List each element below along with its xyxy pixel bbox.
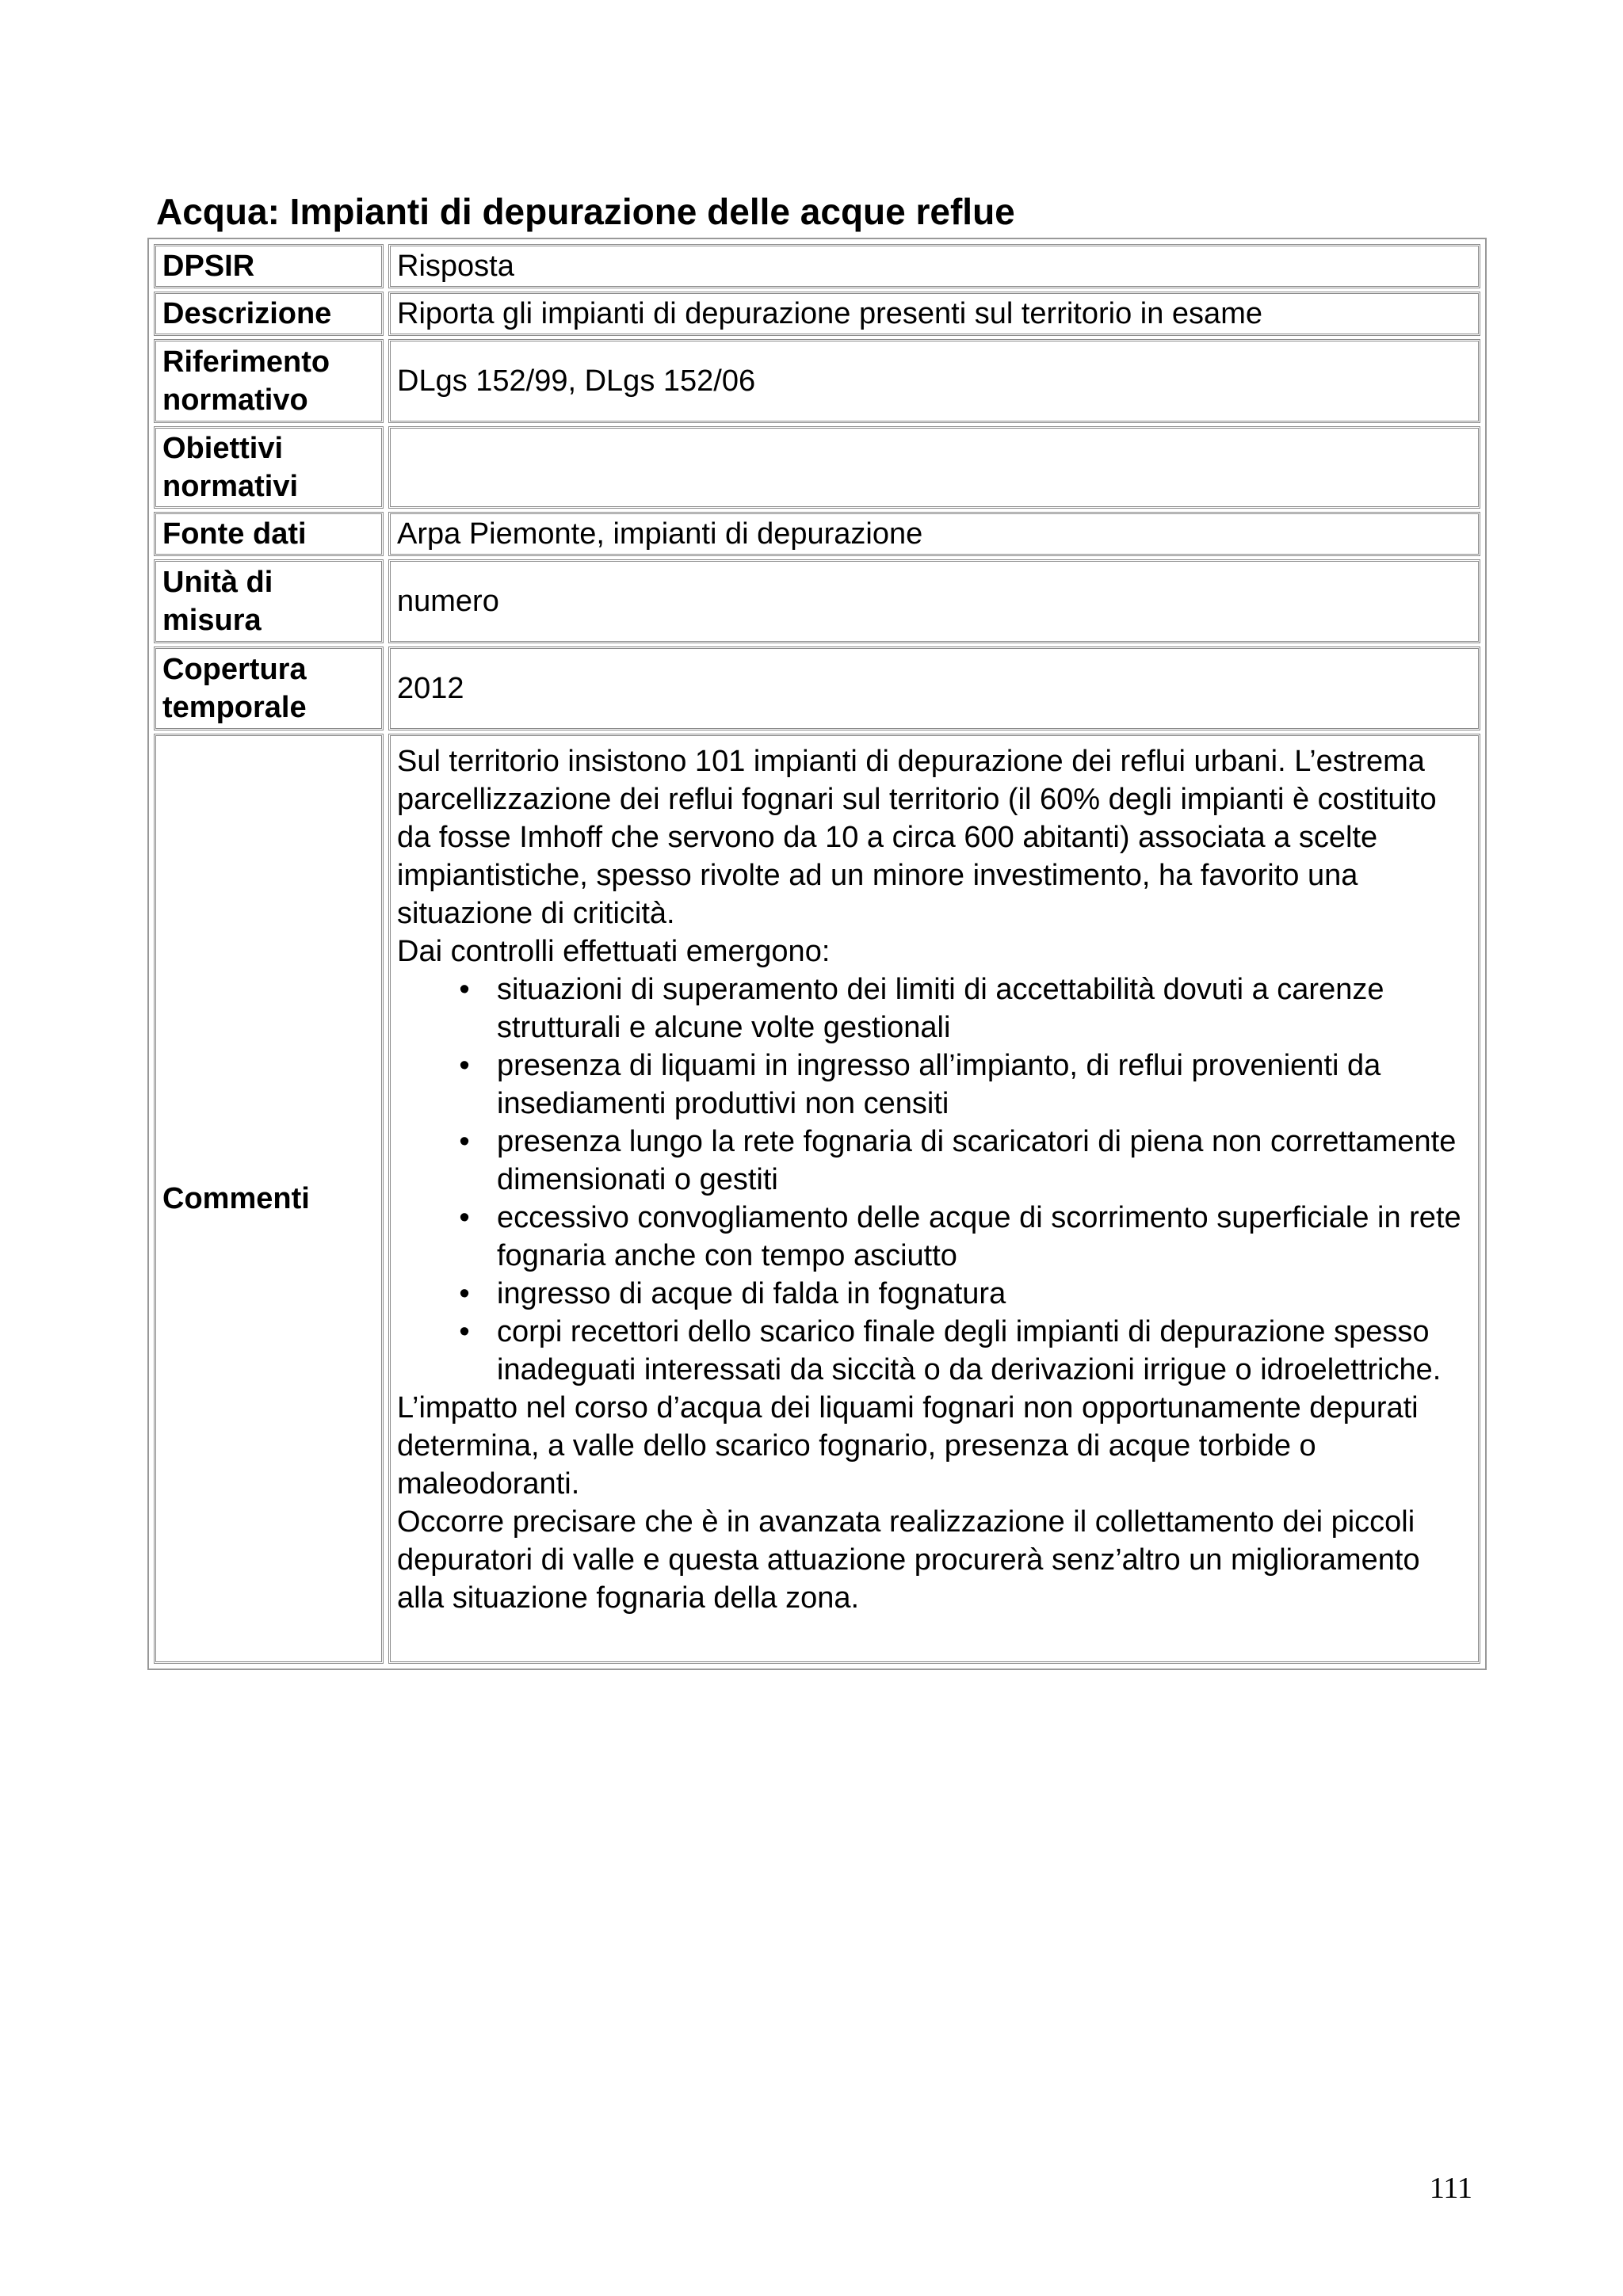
value-dpsir: Risposta (388, 244, 1480, 288)
list-item: • ingresso di acque di falda in fognatura (397, 1275, 1472, 1313)
label-descrizione: Descrizione (154, 292, 384, 336)
comments-impact: L’impatto nel corso d’acqua dei liquami fognari non opportunamente depurati determina, a valle dello scarico fognario, presenza di acque torbide o maleodoranti. (397, 1391, 1419, 1501)
value-riferimento-normativo: DLgs 152/99, DLgs 152/06 (388, 339, 1480, 423)
list-item: • presenza lungo la rete fognaria di scaricatori di piena non correttamente dimensionati o gestiti (397, 1123, 1472, 1199)
page-number: 111 (1429, 2172, 1472, 2205)
value-obiettivi-normativi (388, 426, 1480, 509)
value-commenti (388, 734, 1480, 1664)
list-item: • eccessivo convogliamento delle acque di scorrimento superficiale in rete fognaria anche con tempo asciutto (397, 1199, 1472, 1275)
label-dpsir: DPSIR (154, 244, 384, 288)
label-fonte-dati: Fonte dati (154, 512, 384, 556)
bullet-icon: • (459, 1277, 470, 1310)
value-unita-di-misura: numero (388, 559, 1480, 643)
label-obiettivi-normativi: Obiettivi normativi (154, 426, 384, 509)
comments-bullet-list (397, 971, 1472, 1389)
comments-intro: Sul territorio insistono 101 impianti di depurazione dei reflui urbani. L’estrema parcellizzazione dei reflui fognari sul territorio (il 60% degli impianti è costituito da fosse Imhoff che servono da 10 a circa 600 abitanti) associata a scelte impiantistiche, spesso rivolte ad un minore investimento, ha favorito una situazione di criticità. (397, 745, 1437, 930)
list-item: • situazioni di superamento dei limiti di accettabilità dovuti a carenze strutturali e alcune volte gestionali (397, 971, 1472, 1047)
bullet-icon: • (459, 1201, 470, 1234)
label-riferimento-normativo: Riferimento normativo (154, 339, 384, 423)
bullet-icon: • (459, 1315, 470, 1348)
page-title: Acqua: Impianti di depurazione delle acque reflue (156, 191, 1015, 232)
comments-closing: Occorre precisare che è in avanzata realizzazione il collettamento dei piccoli depuratori di valle e questa attuazione procurerà senz’altro un miglioramento alla situazione fognaria della zona. (397, 1505, 1420, 1615)
bullet-icon: • (459, 1049, 470, 1082)
label-commenti: Commenti (154, 734, 384, 1664)
label-unita-di-misura: Unità di misura (154, 559, 384, 643)
bullet-icon: • (459, 973, 470, 1006)
label-copertura-temporale: Copertura temporale (154, 646, 384, 730)
bullet-icon: • (459, 1125, 470, 1158)
list-item: • corpi recettori dello scarico finale degli impianti di depurazione spesso inadeguati interessati da siccità o da derivazioni irrigue o idroelettriche. (397, 1313, 1472, 1389)
value-fonte-dati: Arpa Piemonte, impianti di depurazione (388, 512, 1480, 556)
list-item: • presenza di liquami in ingresso all’impianto, di reflui provenienti da insediamenti produttivi non censiti (397, 1047, 1472, 1123)
comments-lead: Dai controlli effettuati emergono: (397, 935, 831, 968)
value-descrizione: Riporta gli impianti di depurazione presenti sul territorio in esame (388, 292, 1480, 336)
value-copertura-temporale: 2012 (388, 646, 1480, 730)
